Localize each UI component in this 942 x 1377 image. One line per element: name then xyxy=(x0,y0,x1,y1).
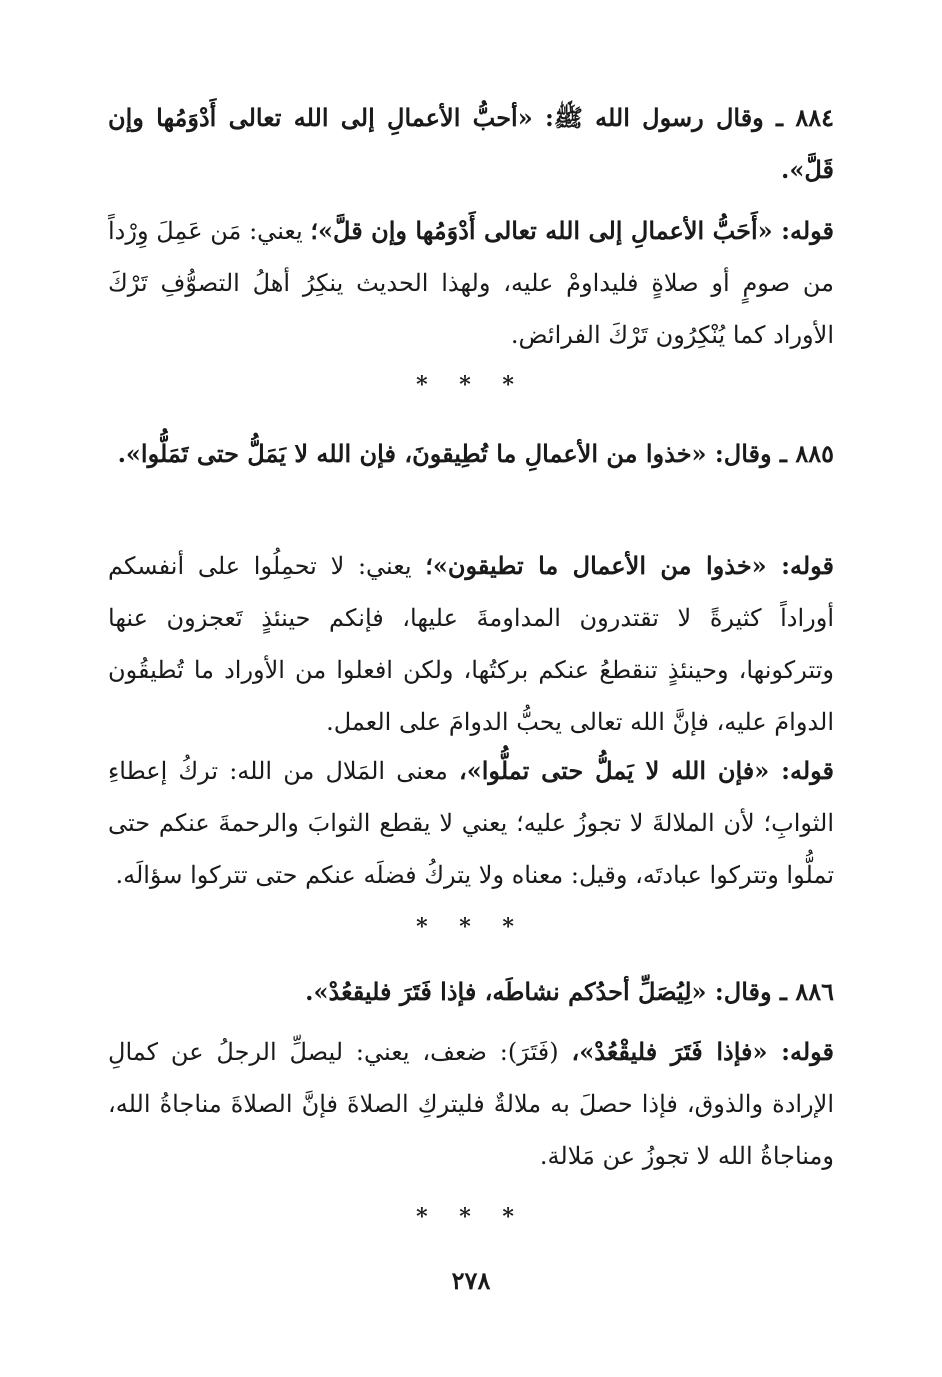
commentary-884 xyxy=(108,205,834,361)
commentary-885-a-lead: قوله: «خذوا من الأعمال ما تطيقون»؛ xyxy=(425,551,834,580)
commentary-885-a-body: يعني: لا تحمِلُوا على أنفسكم أوراداً كثيرةً لا تقتدرون المداومةَ عليها، فإنكم حينئذٍ تَعجزون عنها وتتركونها، وحينئذٍ تنقطعُ عنكم بركتُها، ولكن افعلوا من الأوراد ما تُطيقُون الدوامَ عليه، فإنَّ الله تعالى يحبُّ الدوامَ على العمل. xyxy=(108,552,834,736)
hadith-884-text: «أحبُّ الأعمالِ إلى الله تعالى أَدْوَمُها وإن قَلَّ». xyxy=(108,103,834,184)
commentary-884-lead: قوله: «أَحَبُّ الأعمالِ إلى الله تعالى أَدْوَمُها وإن قلَّ»؛ xyxy=(310,216,835,245)
hadith-884-number: ٨٨٤ ـ وقال رسول الله ﷺ: xyxy=(532,103,834,132)
commentary-885-b xyxy=(108,745,834,901)
hadith-885 xyxy=(108,428,834,480)
hadith-885-text: «خذوا من الأعمالِ ما تُطِيقونَ، فإن الله لا يَمَلُّ حتى تَمَلُّوا». xyxy=(117,439,707,468)
commentary-885-a xyxy=(108,540,834,748)
hadith-886-number: ٨٨٦ ـ وقال: xyxy=(706,977,834,1006)
section-separator-3: * * * xyxy=(416,1204,526,1230)
book-page xyxy=(108,0,834,1377)
commentary-884-body: يعني: مَن عَمِلَ وِرْداً من صومٍ أو صلاةٍ فليداومْ عليه، ولهذا الحديث ينكِرُ أهلُ التصوُّفِ تَرْكَ الأوراد كما يُنْكِرُون تَرْكَ الفرائض. xyxy=(108,217,835,349)
hadith-886-text: «لِيُصَلِّ أحدُكم نشاطَه، فإذا فَتَرَ فليقعُدْ». xyxy=(305,977,707,1006)
commentary-885-b-lead: قوله: «فإن الله لا يَملُّ حتى تملُّوا»، xyxy=(459,756,835,785)
commentary-885-b-body: معنى المَلال من الله: تركُ إعطاءِ الثوابِ؛ لأن الملالةَ لا تجوزُ عليه؛ يعني لا يقطع الثوابَ والرحمةَ عنكم حتى تملُّوا وتتركوا عبادتَه، وقيل: معناه ولا يتركُ فضلَه عنكم حتى تتركوا سؤالَه. xyxy=(108,757,834,889)
section-separator-1: * * * xyxy=(416,372,526,398)
commentary-886 xyxy=(108,1026,834,1182)
commentary-886-lead: قوله: «فإذا فَتَرَ فليقْعُدْ»، xyxy=(571,1037,835,1066)
hadith-884 xyxy=(108,92,834,196)
hadith-885-number: ٨٨٥ ـ وقال: xyxy=(706,439,834,468)
section-separator-2: * * * xyxy=(416,914,526,940)
page-number: ٢٧٨ xyxy=(451,1266,491,1295)
hadith-886 xyxy=(108,966,834,1018)
commentary-886-body: (فَتَرَ): ضعف، يعني: ليصلِّ الرجلُ عن كمالِ الإرادة والذوق، فإذا حصلَ به ملالةٌ فليتركِ الصلاةَ فإنَّ الصلاةَ مناجاةُ الله، ومناجاةُ الله لا تجوزُ عن مَلالة. xyxy=(108,1038,834,1170)
